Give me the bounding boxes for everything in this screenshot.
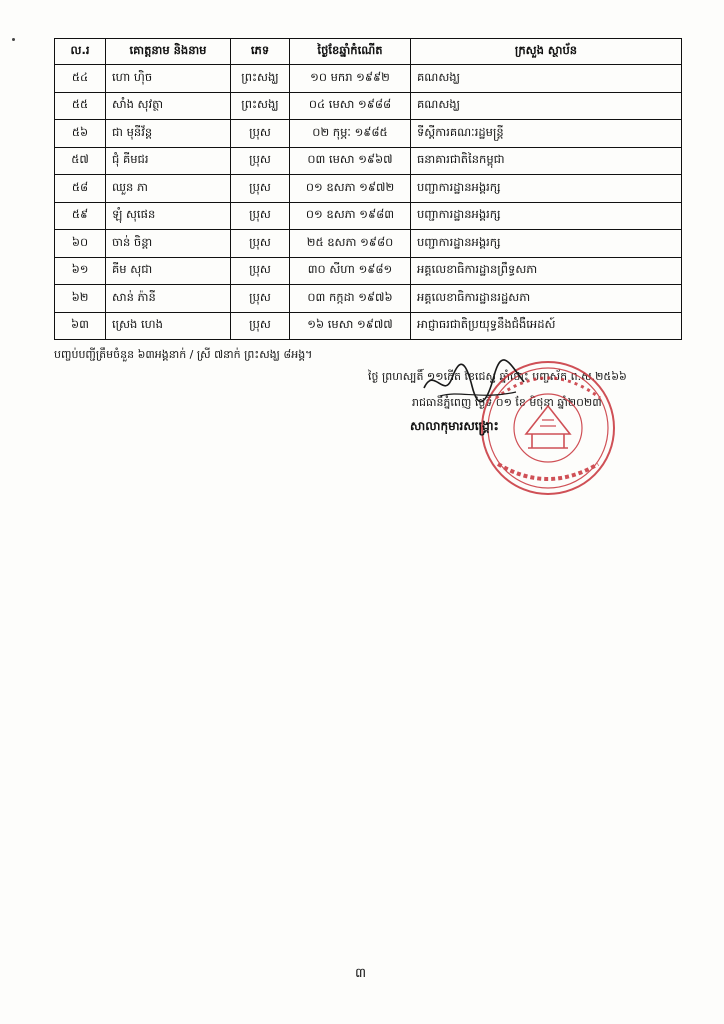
page-number: ៣	[355, 966, 367, 981]
lunar-date: ថ្ងៃ ព្រហស្បតិ៍ ១១កើត ខែជេស្ឋ ឆ្នាំថោះ បញ្ចស័ក ព.ស.២៥៦៦	[368, 370, 627, 383]
total-summary: បញ្ចប់បញ្ជីត្រឹមចំនួន ៦៣អង្គនាក់ / ស្រី ៧នាក់ ព្រះសង្ឃ ៨អង្គ។	[54, 348, 313, 361]
table-header-row	[55, 39, 682, 65]
row-birthdate: ០៣ កក្កដា ១៩៧៦	[290, 285, 411, 313]
row-number: ៦២	[55, 285, 106, 313]
row-institution: អាជ្ញាធរជាតិប្រយុទ្ធនឹងជំងឺអេដស៍	[411, 312, 682, 340]
solar-date: រាជធានីភ្នំពេញ ថ្ងៃទី ០១ ខែ មិថុនា ឆ្នាំ២០២៣	[412, 396, 602, 409]
row-name: ចាន់ ចិន្តា	[106, 230, 231, 258]
table-row	[55, 120, 682, 148]
row-institution: អគ្គលេខាធិការដ្ឋានព្រឹទ្ធសភា	[411, 257, 682, 285]
row-name: ឡុំ សុផេន	[106, 202, 231, 230]
row-sex: ប្រុស	[231, 257, 290, 285]
table-row	[55, 175, 682, 203]
table-row	[55, 92, 682, 120]
table-row	[55, 147, 682, 175]
row-institution: អគ្គលេខាធិការដ្ឋានរដ្ឋសភា	[411, 285, 682, 313]
row-name: សាំង សុវត្ថា	[106, 92, 231, 120]
row-sex: ព្រះសង្ឃ	[231, 65, 290, 93]
row-institution: ធនាគារជាតិនៃកម្ពុជា	[411, 147, 682, 175]
row-number: ៥៩	[55, 202, 106, 230]
row-institution: គណសង្ឃ	[411, 65, 682, 93]
header-sex: ភេទ	[231, 39, 290, 65]
roster-table	[54, 38, 682, 340]
row-birthdate: ១៦ មេសា ១៩៧៧	[290, 312, 411, 340]
row-sex: ប្រុស	[231, 230, 290, 258]
row-name: ជុំ គីមជរ	[106, 147, 231, 175]
header-number: ល.រ	[55, 39, 106, 65]
row-number: ៥៧	[55, 147, 106, 175]
row-number: ៥៨	[55, 175, 106, 203]
table-row	[55, 65, 682, 93]
row-birthdate: ០២ កុម្ភៈ ១៩៨៥	[290, 120, 411, 148]
row-number: ៥៥	[55, 92, 106, 120]
header-institution: ក្រសួង ស្ថាប័ន	[411, 39, 682, 65]
table-row	[55, 202, 682, 230]
row-birthdate: ០៤ មេសា ១៩៨៨	[290, 92, 411, 120]
row-sex: ប្រុស	[231, 147, 290, 175]
row-birthdate: ២៥ ឧសភា ១៩៨០	[290, 230, 411, 258]
table-row	[55, 285, 682, 313]
row-name: ឈួន ភា	[106, 175, 231, 203]
row-name: សាន់ ភ៉ានី	[106, 285, 231, 313]
row-institution: បញ្ជាការដ្ឋានអង្គរក្ស	[411, 202, 682, 230]
row-institution: បញ្ជាការដ្ឋានអង្គរក្ស	[411, 230, 682, 258]
row-birthdate: ៣០ សីហា ១៩៨១	[290, 257, 411, 285]
row-sex: ប្រុស	[231, 202, 290, 230]
row-name: គីម សុជា	[106, 257, 231, 285]
row-institution: បញ្ជាការដ្ឋានអង្គរក្ស	[411, 175, 682, 203]
row-sex: ប្រុស	[231, 312, 290, 340]
row-birthdate: ០១ ឧសភា ១៩៧២	[290, 175, 411, 203]
header-birthdate: ថ្ងៃខែឆ្នាំកំណើត	[290, 39, 411, 65]
row-number: ៦០	[55, 230, 106, 258]
row-number: ៥៤	[55, 65, 106, 93]
row-sex: ប្រុស	[231, 120, 290, 148]
row-sex: ព្រះសង្ឃ	[231, 92, 290, 120]
header-name: គោត្តនាម និងនាម	[106, 39, 231, 65]
row-name: ហោ ហ៊ិច	[106, 65, 231, 93]
row-birthdate: ០១ ឧសភា ១៩៨៣	[290, 202, 411, 230]
row-sex: ប្រុស	[231, 285, 290, 313]
table-row	[55, 312, 682, 340]
handwritten-signature	[420, 356, 530, 416]
row-birthdate: ០៣ មេសា ១៩៦៧	[290, 147, 411, 175]
scan-speck	[12, 38, 15, 41]
row-institution: គណសង្ឃ	[411, 92, 682, 120]
table-row	[55, 257, 682, 285]
row-sex: ប្រុស	[231, 175, 290, 203]
row-institution: ទីស្តីការគណៈរដ្ឋមន្ត្រី	[411, 120, 682, 148]
row-number: ៥៦	[55, 120, 106, 148]
row-number: ៦៣	[55, 312, 106, 340]
row-name: ជា មុនីវ័ន្ត	[106, 120, 231, 148]
row-birthdate: ១០ មករា ១៩៩២	[290, 65, 411, 93]
row-number: ៦១	[55, 257, 106, 285]
table-row	[55, 230, 682, 258]
signer-name: សាលាកុមារសង្គ្រោះ	[410, 419, 499, 433]
row-name: ស្រេង ហេង	[106, 312, 231, 340]
